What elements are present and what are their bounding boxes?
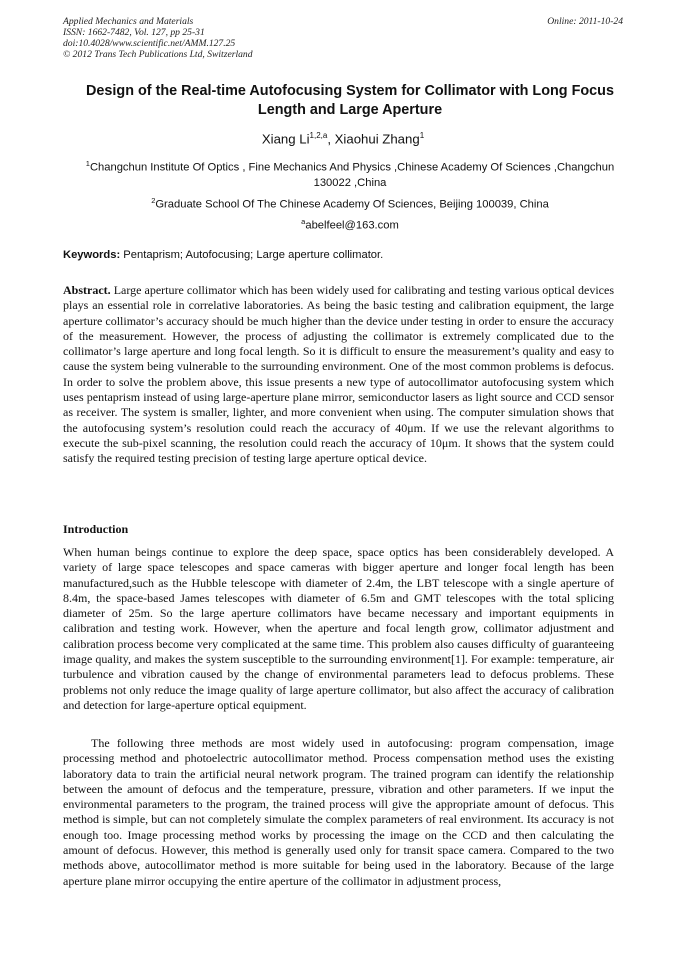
- section-heading-introduction: Introduction: [63, 522, 129, 536]
- affiliation-2: [80, 193, 620, 213]
- keywords-label: Keywords:: [63, 249, 121, 261]
- author-email: [80, 214, 620, 234]
- email-address: abelfeel@163.com: [305, 219, 399, 232]
- abstract-label: Abstract.: [63, 283, 111, 297]
- issn-line: ISSN: 1662-7482, Vol. 127, pp 25-31: [63, 27, 205, 38]
- publication-header: [63, 16, 623, 60]
- affiliation-superscript: 2: [151, 196, 156, 205]
- affiliation-1: [80, 156, 620, 191]
- author-name: Xiang Li: [261, 131, 310, 147]
- author-superscript: 1: [419, 131, 425, 140]
- intro-paragraph-1: When human beings continue to explore the deep space, space optics has been considerablely developed. A variety of large space telescopes and space cameras with bigger aperture and longer focal length has been manufactured,such as the Hubble telescope with diameter of 2.4m, the LBT telescope with a single aperture of 8.4m, the space-based James telescopes with diameter of 6.5m and GMT telescopes with the total splicing diameter of 25m. So the large aperture collimators have became necessary and important equipments in calibration and testing work. However, when the aperture and focal length grow, collimator adjustment and calibration process become very complicated at the same time. This problem also causes difficulty of guaranteeing image quality, and makes the system susceptible to the surrounding environment[1]. For example: temperature, air turbulence and vibration caused by the change of environmental parameters lead to defocus problems. These problems not only reduce the image quality of large aperture collimator, but also affect the accuracy of calibration and detection for large-aperture optical equipment.: [63, 545, 614, 712]
- keywords-line: [63, 249, 623, 261]
- author-separator: ,: [327, 131, 335, 147]
- author-list: [63, 131, 623, 146]
- affiliation-text: Graduate School Of The Chinese Academy Of Sciences, Beijing 100039, China: [155, 198, 549, 211]
- abstract-paragraph: [63, 283, 614, 467]
- affiliation-text: Changchun Institute Of Optics , Fine Mechanics And Physics ,Chinese Academy Of Sciences ,Changchun 130022 ,China: [89, 161, 615, 189]
- journal-name: Applied Mechanics and Materials: [63, 16, 194, 27]
- author-name: Xiaohui Zhang: [334, 131, 420, 147]
- affiliation-superscript: 1: [85, 159, 90, 168]
- online-date: Online: 2011-10-24: [547, 16, 623, 27]
- abstract-text: Large aperture collimator which has been widely used for calibrating and testing various optical devices plays an essential role in correlative laboratories. As being the basic testing and calibration equipment, the large aperture collimator’s accuracy should be much higher than the device under testing in order to ensure the accuracy of the measurement. However, the process of adjusting the collimator is extremely complicated due to the collimator’s large aperture and long focal length. So it is difficult to ensure the measurement’s quality and easy to cause the system being vulnerable to the surrounding environment. One of the most common problems is defocus. In order to solve the problem above, this issue presents a new type of autocollimator autofocusing system which uses pentaprism instead of using large-aperture plane mirror, semiconductor lasers as light source and CCD sensor as receiver. The system is smaller, lighter, and more convenient when using. The computer simulation shows that the autofocusing system’s resolution could reach the accuracy of 40μm. If we use the relevant algorithms to execute the sub-pixel scanning, the resolution could reach the accuracy of 10μm. It shows that the system could satisfy the required testing precision of testing large aperture optical device.: [63, 283, 614, 466]
- intro-paragraph-2: The following three methods are most widely used in autofocusing: program compensation, image processing method and photoelectric autocollimator method. Process compensation method uses the existing laboratory data to train the artificial neural network program. The trained program can identify the relationship between the amount of defocus and the temperature, pressure, vibration and other parameters. If we input the environmental parameters to the program, the trained process will give the appropriate amount of defocus. This method is simple, but can not completely simulate the complex parameters of real environment. Its accuracy is not enough too. Image processing method works by processing the image on the CCD and then calculating the amount of defocus. However, this method is generally used only for transit space camera. Compared to the two methods above, autocollimator method is more suitable for being used in the laboratory. Because of the large aperture plane mirror occupying the entire aperture of the collimator in adjustment process,: [63, 736, 614, 888]
- author-superscript: 1,2,a: [309, 131, 328, 140]
- paper-title: Design of the Real-time Autofocusing System for Collimator with Long Focus Length and Large Aperture: [86, 83, 614, 118]
- email-superscript: a: [301, 217, 306, 226]
- keywords-text: Pentaprism; Autofocusing; Large aperture collimator.: [120, 249, 384, 261]
- doi-line: doi:10.4028/www.scientific.net/AMM.127.25: [63, 38, 236, 49]
- copyright-line: © 2012 Trans Tech Publications Ltd, Switzerland: [63, 49, 253, 60]
